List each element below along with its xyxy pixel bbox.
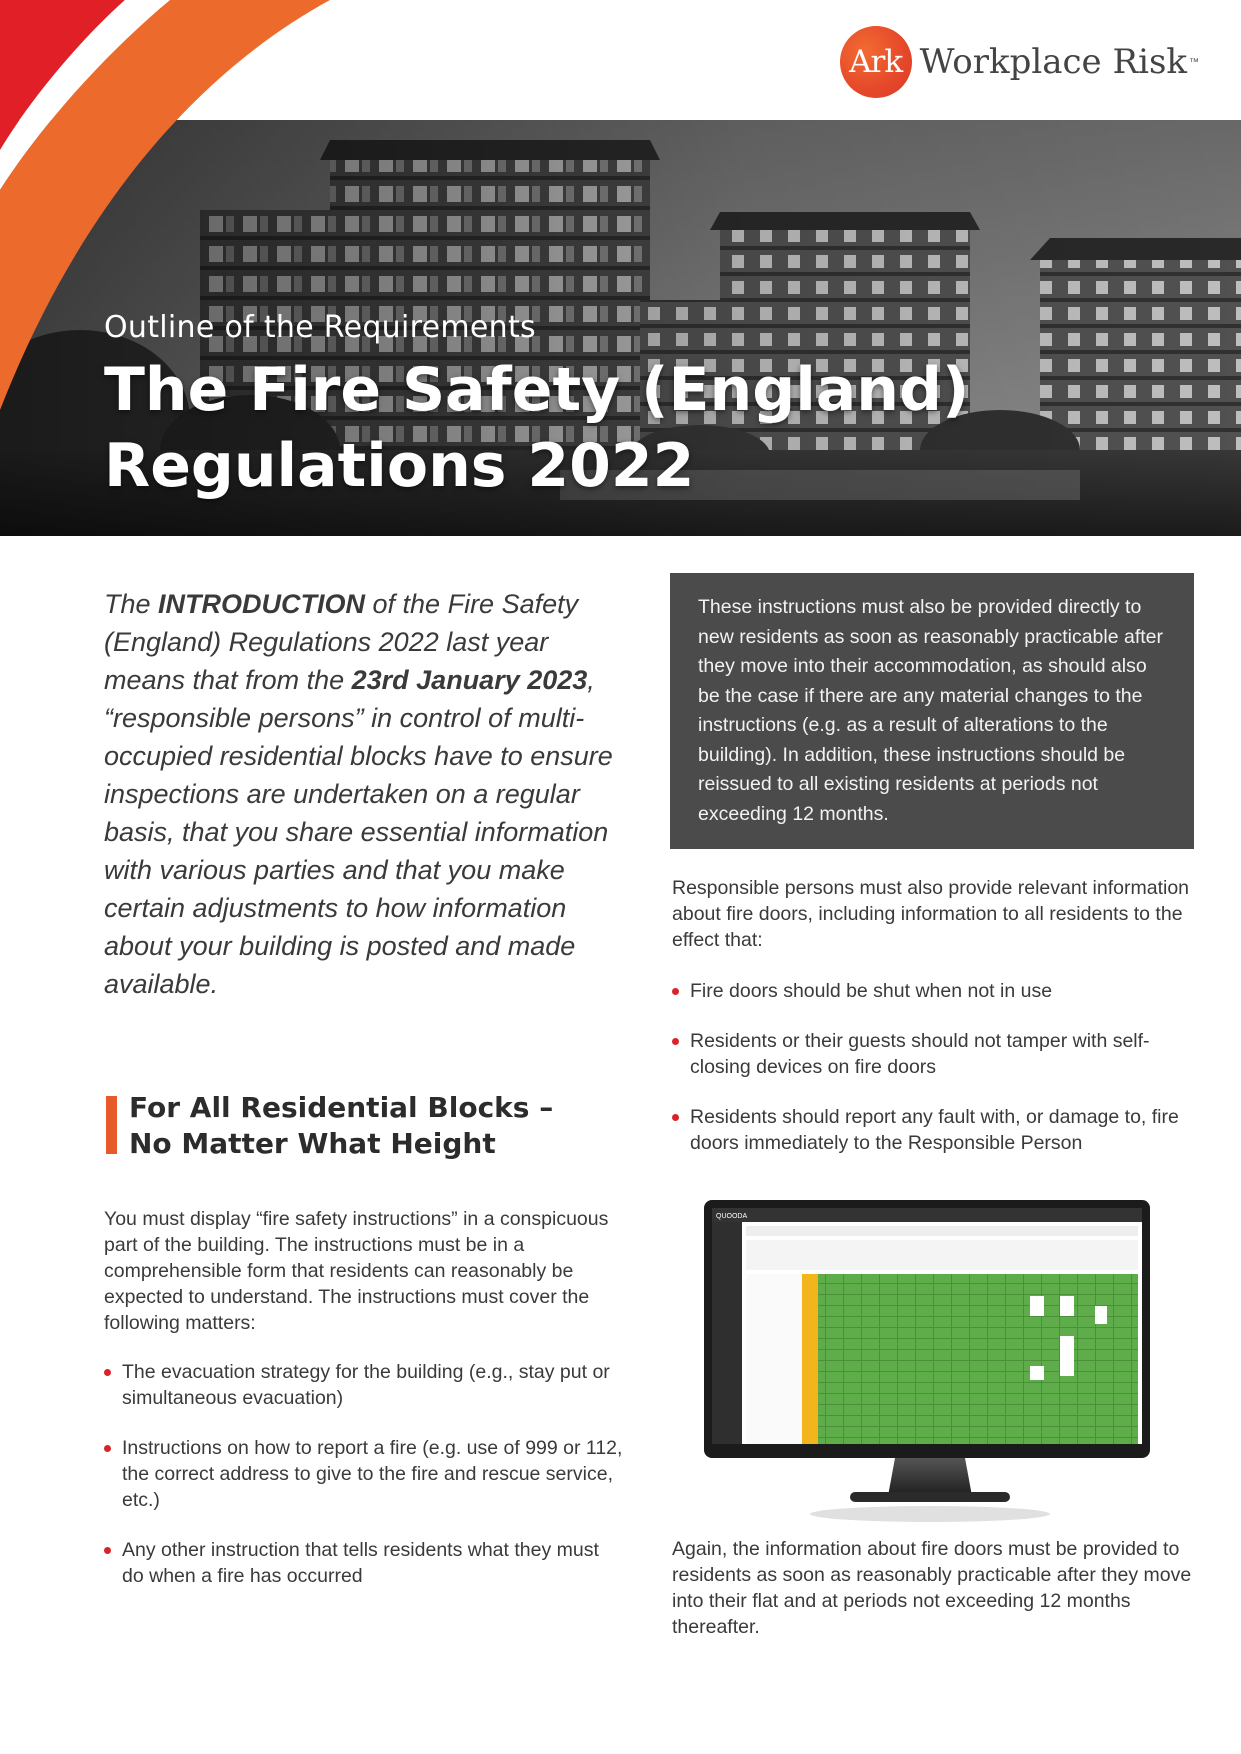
fire-doors-closing-paragraph: Again, the information about fire doors must be provided to residents as soon as reasonably practicable after they move into their flat and at periods not exceeding 12 months thereafter. [672,1538,1192,1638]
list-item: Instructions on how to report a fire (e.g. use of 999 or 112, the correct address to give to the fire and rescue service, etc.) [104,1435,624,1513]
intro-paragraph: The INTRODUCTION of the Fire Safety (England) Regulations 2022 last year means that from the 23rd January 2023, “responsible persons” in control of multi-occupied residential blocks have to ensure inspections are undertaken on a regular basis, that you share essential information with various parties and that you make certain adjustments to how information about your building is posted and made available. [104,589,613,999]
fire-doors-paragraph: Responsible persons must also provide relevant information about fire doors, including information to all residents to the effect that: [672,877,1190,951]
logo-text: Workplace Risk [919,42,1187,82]
logo-trademark: ™ [1189,56,1199,68]
logo-mark: Ark [840,26,912,98]
monitor-screenshot-image [700,1196,1160,1526]
list-item: Fire doors should be shut when not in use [672,978,1192,1004]
hero-title-line2: Regulations 2022 [104,431,695,501]
fire-instructions-paragraph: You must display “fire safety instructions” in a conspicuous part of the building. The instructions must be in a comprehensible form that residents can reasonably be expected to understand. The instructions must cover the following matters: [104,1208,609,1334]
section-title: For All Residential Blocks – No Matter What Height [129,1091,554,1160]
section-heading [106,1090,553,1162]
list-item: Residents or their guests should not tamper with self-closing devices on fire doors [672,1028,1192,1080]
intro-emphasis: INTRODUCTION [158,589,366,619]
section-accent-bar [106,1096,117,1154]
list-item: Any other instruction that tells residents what they must do when a fire has occurred [104,1537,624,1589]
fire-instructions-list [104,1359,624,1613]
fire-doors-list [672,978,1192,1180]
list-item: The evacuation strategy for the building (e.g., stay put or simultaneous evacuation) [104,1359,624,1411]
monitor-screen-brand: QUOODA [716,1213,748,1220]
brand-swoosh [0,0,360,420]
hero-subtitle: Outline of the Requirements [104,310,536,345]
list-item: Residents should report any fault with, or damage to, fire doors immediately to the Responsible Person [672,1104,1192,1156]
ark-logo [840,26,1199,98]
hero-title-line1: The Fire Safety (England) [104,355,970,425]
highlight-box-text: These instructions must also be provided directly to new residents as soon as reasonably practicable after they move into their accommodation, as should also be the case if there are any material changes to the instructions (e.g. as a result of alterations to the building). In addition, these instructions should be reissued to all existing residents at periods not exceeding 12 months. [698,596,1164,825]
intro-date: 23rd January 2023 [351,665,588,695]
highlight-box [670,573,1194,849]
